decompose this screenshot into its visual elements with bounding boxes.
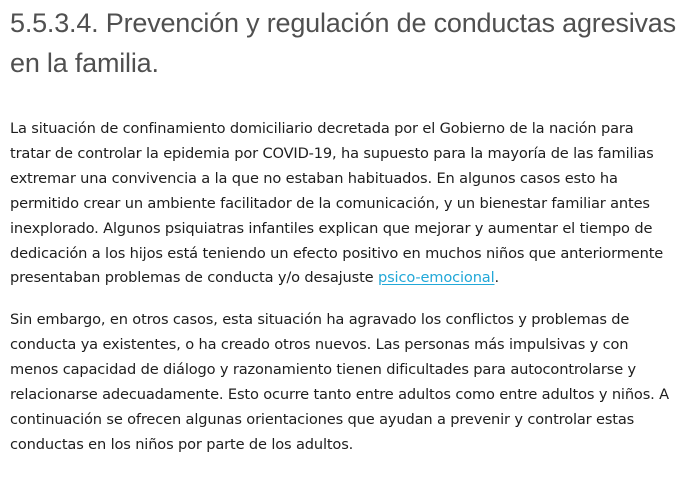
paragraph-confinement-text: La situación de confinamiento domiciliario decretada por el Gobierno de la nación para tratar de controlar la epidemia por COVID-19, ha supuesto para la mayoría de las familias extremar una convivencia a la que no estaban habituados. En algunos casos esto ha permitido crear un ambiente facilitador de la comunicación, y un bienestar familiar antes inexplorado. Algunos psiquiatras infantiles explican que mejorar y aumentar el tiempo de dedicación a los hijos está teniendo un efecto positivo en muchos niños que anteriormente presentaban problemas de conducta y/o desajuste [10, 120, 664, 287]
psico-emocional-link[interactable]: psico-emocional [377, 269, 495, 287]
paragraph-conflicts: Sin embargo, en otros casos, esta situación ha agravado los conflictos y problemas de conducta ya existentes, o ha creado otros nuevos. Las personas más impulsivas y con menos capacidad de diálogo y razonamiento tienen dificultades para autocontrolarse y relacionarse adecuadamente. Esto ocurre tanto entre adultos como entre adultos y niños. A continuación se ofrecen algunas orientaciones que ayudan a prevenir y controlar estas conductas en los niños por parte de los adultos. [10, 311, 669, 453]
paragraph-confinement-end: . [494, 269, 500, 287]
section-title: 5.5.3.4. Prevención y regulación de conductas agresivas en la familia. [10, 8, 676, 78]
paragraph-confinement [10, 117, 676, 291]
